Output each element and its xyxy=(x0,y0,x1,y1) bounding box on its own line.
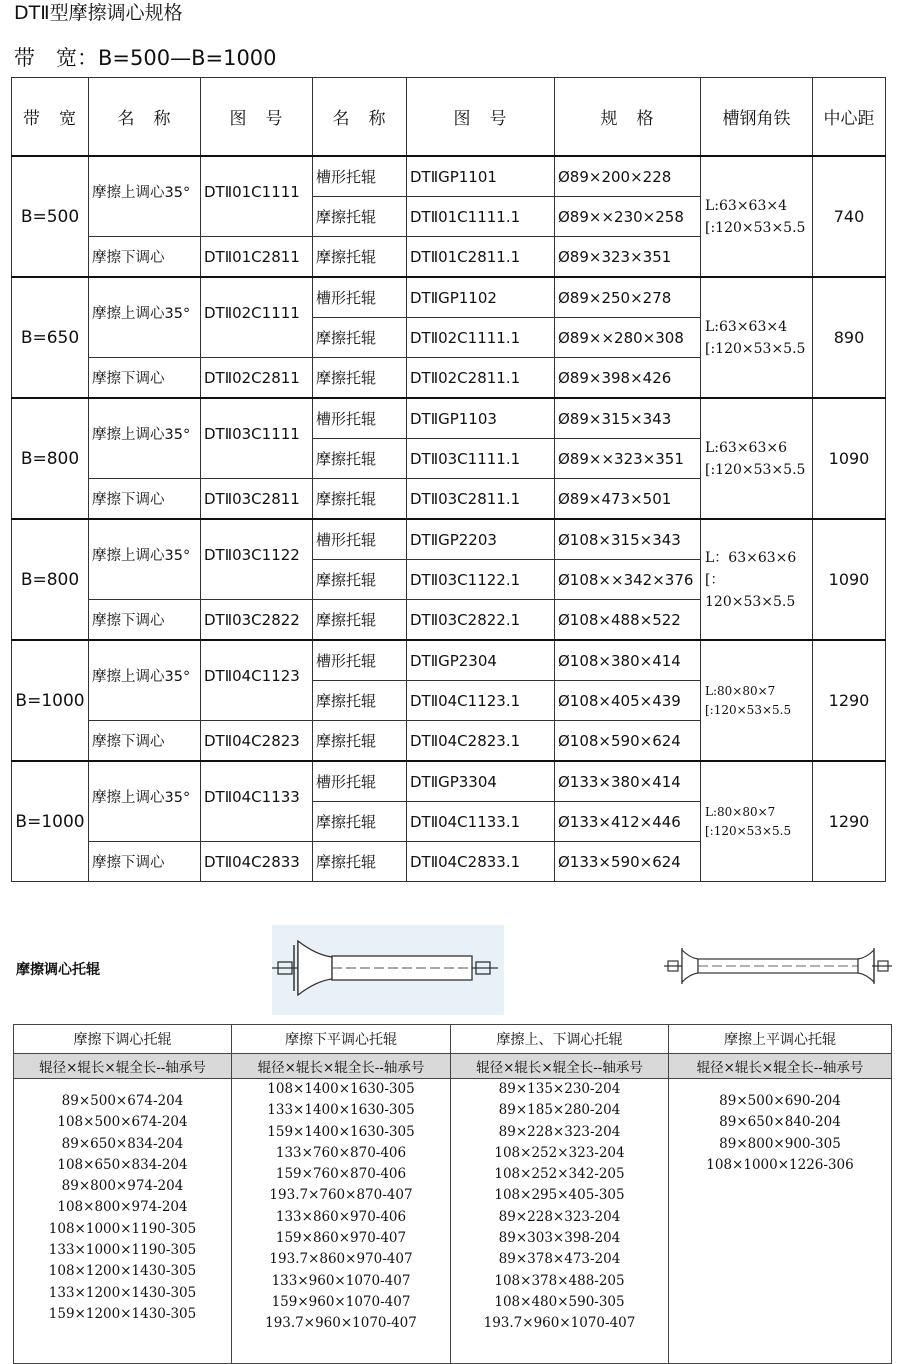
part-name: 槽形托辊 xyxy=(313,277,407,318)
part-code: DTⅡGP2203 xyxy=(407,519,555,560)
center-distance: 1290 xyxy=(813,640,886,761)
steel-cell xyxy=(701,156,813,277)
part-code: DTⅡ04C2833.1 xyxy=(407,842,555,882)
steel-channel: [:120×53×5.5 xyxy=(705,823,792,838)
roller-subheader-row xyxy=(14,1054,892,1079)
part-name: 摩擦托辊 xyxy=(313,479,407,520)
section-label: 摩擦调心托辊 xyxy=(16,962,100,978)
assembly-name: 摩擦下调心 xyxy=(89,721,201,762)
roller-col-subheader: 辊径×辊长×辊全长--轴承号 xyxy=(232,1054,451,1079)
roller-list xyxy=(232,1079,451,1364)
bandwidth-cell: B=800 xyxy=(12,519,89,640)
assembly-name: 摩擦上调心35° xyxy=(89,519,201,600)
roller-spec-item: 108×1000×1190-305 xyxy=(48,1220,197,1237)
roller-spec-item: 193.7×960×1070-407 xyxy=(265,1315,417,1332)
part-name: 摩擦托辊 xyxy=(313,318,407,358)
steel-angle: L:80×80×7 xyxy=(705,683,776,698)
roller-spec-item: 89×228×323-204 xyxy=(498,1208,621,1225)
part-name: 摩擦托辊 xyxy=(313,721,407,762)
roller-spec-item: 108×1200×1430-305 xyxy=(48,1263,197,1280)
part-name: 槽形托辊 xyxy=(313,519,407,560)
roller-spec-item: 108×252×342-205 xyxy=(494,1166,625,1183)
page-title: DTⅡ型摩擦调心规格 xyxy=(14,2,183,24)
roller-list xyxy=(451,1079,669,1364)
part-name: 摩擦托辊 xyxy=(313,681,407,721)
part-name: 摩擦托辊 xyxy=(313,358,407,399)
roller-spec-item: 89×303×398-204 xyxy=(498,1230,621,1247)
part-spec: Ø89×473×501 xyxy=(555,479,701,520)
roller-spec-item: 108×295×405-305 xyxy=(494,1187,625,1204)
bandwidth-cell: B=1000 xyxy=(12,761,89,882)
assembly-name: 摩擦下调心 xyxy=(89,237,201,278)
part-spec: Ø89×200×228 xyxy=(555,156,701,197)
roller-spec-item: 108×480×590-305 xyxy=(494,1293,625,1310)
assembly-name: 摩擦上调心35° xyxy=(89,761,201,842)
roller-spec-item: 159×960×1070-407 xyxy=(271,1293,411,1310)
steel-angle: L:63×63×4 xyxy=(705,318,788,335)
part-name: 摩擦托辊 xyxy=(313,197,407,237)
roller-list xyxy=(14,1079,232,1364)
header-cell: 中心距 xyxy=(813,78,886,157)
bandwidth-cell: B=500 xyxy=(12,156,89,277)
roller-spec-item: 133×1400×1630-305 xyxy=(267,1102,415,1119)
assembly-name: 摩擦下调心 xyxy=(89,358,201,399)
roller-spec-item: 108×500×674-204 xyxy=(57,1114,188,1131)
roller-col-subheader: 辊径×辊长×辊全长--轴承号 xyxy=(14,1054,232,1079)
roller-spec-item: 133×1000×1190-305 xyxy=(48,1242,197,1259)
part-code: DTⅡGP2304 xyxy=(407,640,555,681)
part-name: 槽形托辊 xyxy=(313,398,407,439)
part-spec: Ø89×323×351 xyxy=(555,237,701,278)
part-name: 槽形托辊 xyxy=(313,156,407,197)
header-cell: 带 宽 xyxy=(12,78,89,157)
part-spec: Ø108××342×376 xyxy=(555,560,701,600)
roller-col-header: 摩擦上、下调心托辊 xyxy=(451,1025,669,1054)
part-spec: Ø133×380×414 xyxy=(555,761,701,802)
spec-row xyxy=(12,640,886,681)
part-code: DTⅡ03C2811.1 xyxy=(407,479,555,520)
part-spec: Ø89×250×278 xyxy=(555,277,701,318)
assembly-code: DTⅡ04C2823 xyxy=(201,721,313,762)
roller-spec-item: 159×760×870-406 xyxy=(275,1166,407,1183)
assembly-code: DTⅡ01C1111 xyxy=(201,156,313,237)
steel-channel: [:120×53×5.5 xyxy=(705,340,806,357)
roller-spec-item: 108×252×323-204 xyxy=(494,1144,625,1161)
header-cell: 槽钢角铁 xyxy=(701,78,813,157)
roller-col-subheader: 辊径×辊长×辊全长--轴承号 xyxy=(669,1054,892,1079)
roller-spec-item: 89×650×834-204 xyxy=(61,1135,184,1152)
assembly-code: DTⅡ03C2811 xyxy=(201,479,313,520)
part-spec: Ø89××280×308 xyxy=(555,318,701,358)
part-code: DTⅡ04C2823.1 xyxy=(407,721,555,762)
roller-spec-item: 108×1400×1630-305 xyxy=(267,1081,415,1097)
roller-header-row xyxy=(14,1025,892,1054)
steel-channel: [:120×53×5.5 xyxy=(705,219,806,236)
part-spec: Ø133×412×446 xyxy=(555,802,701,842)
part-name: 槽形托辊 xyxy=(313,761,407,802)
roller-spec-item: 89×185×280-204 xyxy=(498,1102,621,1119)
roller-spec-item: 159×1400×1630-305 xyxy=(267,1123,415,1140)
band-width-range: 带 宽：B=500—B=1000 xyxy=(14,46,277,70)
steel-cell xyxy=(701,277,813,398)
part-code: DTⅡGP1101 xyxy=(407,156,555,197)
steel-angle: L:80×80×7 xyxy=(705,804,776,819)
part-code: DTⅡ03C1111.1 xyxy=(407,439,555,479)
header-cell: 名 称 xyxy=(313,78,407,157)
assembly-code: DTⅡ04C2833 xyxy=(201,842,313,882)
header-cell: 图 号 xyxy=(407,78,555,157)
roller-spec-item: 89×500×690-204 xyxy=(719,1093,841,1109)
part-spec: Ø89×315×343 xyxy=(555,398,701,439)
part-code: DTⅡ03C1122.1 xyxy=(407,560,555,600)
part-name: 摩擦托辊 xyxy=(313,802,407,842)
roller-spec-item: 193.7×860×970-407 xyxy=(269,1251,413,1268)
assembly-name: 摩擦上调心35° xyxy=(89,156,201,237)
roller-drawing-right xyxy=(664,944,892,990)
part-code: DTⅡ02C1111.1 xyxy=(407,318,555,358)
roller-spec-item: 89×800×974-204 xyxy=(61,1178,184,1195)
roller-drawing-left xyxy=(272,925,504,1015)
steel-cell xyxy=(701,398,813,519)
roller-spec-item: 193.7×760×870-407 xyxy=(269,1187,413,1204)
roller-spec-item: 108×800×974-204 xyxy=(57,1199,188,1216)
roller-col-header: 摩擦上平调心托辊 xyxy=(669,1025,892,1054)
roller-spec-item: 108×1000×1226-306 xyxy=(706,1156,854,1173)
center-distance: 1090 xyxy=(813,519,886,640)
roller-spec-item: 89×228×323-204 xyxy=(498,1123,621,1140)
part-spec: Ø108×488×522 xyxy=(555,600,701,641)
part-spec: Ø108×380×414 xyxy=(555,640,701,681)
roller-col-header: 摩擦下平调心托辊 xyxy=(232,1025,451,1054)
assembly-code: DTⅡ03C1122 xyxy=(201,519,313,600)
part-code: DTⅡ04C1133.1 xyxy=(407,802,555,842)
assembly-name: 摩擦下调心 xyxy=(89,600,201,641)
spec-table xyxy=(11,77,886,882)
roller-spec-item: 133×1200×1430-305 xyxy=(48,1284,197,1301)
spec-row xyxy=(12,761,886,802)
part-name: 摩擦托辊 xyxy=(313,842,407,882)
steel-channel: [:120×53×5.5 xyxy=(705,702,792,717)
steel-angle: L：63×63×6 xyxy=(705,549,797,566)
part-code: DTⅡGP1102 xyxy=(407,277,555,318)
bandwidth-cell: B=650 xyxy=(12,277,89,398)
assembly-code: DTⅡ01C2811 xyxy=(201,237,313,278)
part-name: 摩擦托辊 xyxy=(313,439,407,479)
roller-col-header: 摩擦下调心托辊 xyxy=(14,1025,232,1054)
steel-angle: L:63×63×6 xyxy=(705,439,788,456)
part-spec: Ø108×590×624 xyxy=(555,721,701,762)
assembly-code: DTⅡ02C2811 xyxy=(201,358,313,399)
part-code: DTⅡGP3304 xyxy=(407,761,555,802)
part-spec: Ø108×315×343 xyxy=(555,519,701,560)
part-spec: Ø89×398×426 xyxy=(555,358,701,399)
part-code: DTⅡGP1103 xyxy=(407,398,555,439)
assembly-code: DTⅡ03C2822 xyxy=(201,600,313,641)
steel-channel: [：120×53×5.5 xyxy=(705,571,796,610)
spec-header-row xyxy=(12,78,886,157)
roller-spec-item: 108×650×834-204 xyxy=(57,1156,188,1173)
center-distance: 1290 xyxy=(813,761,886,882)
spec-row xyxy=(12,519,886,560)
header-cell: 名 称 xyxy=(89,78,201,157)
steel-cell xyxy=(701,519,813,640)
roller-body-row xyxy=(14,1079,892,1364)
steel-cell xyxy=(701,640,813,761)
assembly-code: DTⅡ03C1111 xyxy=(201,398,313,479)
assembly-name: 摩擦上调心35° xyxy=(89,398,201,479)
part-code: DTⅡ04C1123.1 xyxy=(407,681,555,721)
spec-row xyxy=(12,156,886,197)
roller-spec-item: 159×1200×1430-305 xyxy=(48,1305,197,1322)
roller-list xyxy=(669,1079,892,1364)
steel-cell xyxy=(701,761,813,882)
assembly-code: DTⅡ04C1133 xyxy=(201,761,313,842)
part-spec: Ø108×405×439 xyxy=(555,681,701,721)
spec-row xyxy=(12,398,886,439)
roller-spec-item: 89×500×674-204 xyxy=(61,1093,184,1109)
roller-table xyxy=(13,1024,892,1364)
roller-spec-item: 108×378×488-205 xyxy=(494,1272,625,1289)
roller-col-subheader: 辊径×辊长×辊全长--轴承号 xyxy=(451,1054,669,1079)
center-distance: 1090 xyxy=(813,398,886,519)
roller-spec-item: 133×960×1070-407 xyxy=(271,1272,411,1289)
bandwidth-cell: B=1000 xyxy=(12,640,89,761)
part-spec: Ø89××323×351 xyxy=(555,439,701,479)
roller-spec-item: 89×650×840-204 xyxy=(719,1114,841,1131)
center-distance: 890 xyxy=(813,277,886,398)
part-code: DTⅡ03C2822.1 xyxy=(407,600,555,641)
roller-spec-item: 89×800×900-305 xyxy=(719,1135,841,1152)
roller-spec-item: 193.7×960×1070-407 xyxy=(483,1315,636,1332)
header-cell: 规 格 xyxy=(555,78,701,157)
part-code: DTⅡ02C2811.1 xyxy=(407,358,555,399)
part-name: 摩擦托辊 xyxy=(313,560,407,600)
roller-spec-item: 89×378×473-204 xyxy=(498,1251,621,1268)
part-code: DTⅡ01C1111.1 xyxy=(407,197,555,237)
assembly-name: 摩擦下调心 xyxy=(89,842,201,882)
spec-row xyxy=(12,277,886,318)
steel-angle: L:63×63×4 xyxy=(705,197,788,214)
bandwidth-cell: B=800 xyxy=(12,398,89,519)
part-spec: Ø133×590×624 xyxy=(555,842,701,882)
roller-spec-item: 133×860×970-406 xyxy=(275,1208,407,1225)
part-spec: Ø89××230×258 xyxy=(555,197,701,237)
part-name: 摩擦托辊 xyxy=(313,237,407,278)
steel-channel: [:120×53×5.5 xyxy=(705,461,806,478)
part-name: 槽形托辊 xyxy=(313,640,407,681)
part-code: DTⅡ01C2811.1 xyxy=(407,237,555,278)
assembly-name: 摩擦下调心 xyxy=(89,479,201,520)
part-name: 摩擦托辊 xyxy=(313,600,407,641)
header-cell: 图 号 xyxy=(201,78,313,157)
assembly-name: 摩擦上调心35° xyxy=(89,640,201,721)
assembly-name: 摩擦上调心35° xyxy=(89,277,201,358)
assembly-code: DTⅡ02C1111 xyxy=(201,277,313,358)
center-distance: 740 xyxy=(813,156,886,277)
roller-spec-item: 89×135×230-204 xyxy=(498,1081,621,1097)
roller-spec-item: 159×860×970-407 xyxy=(275,1230,407,1247)
roller-spec-item: 133×760×870-406 xyxy=(275,1144,407,1161)
assembly-code: DTⅡ04C1123 xyxy=(201,640,313,721)
